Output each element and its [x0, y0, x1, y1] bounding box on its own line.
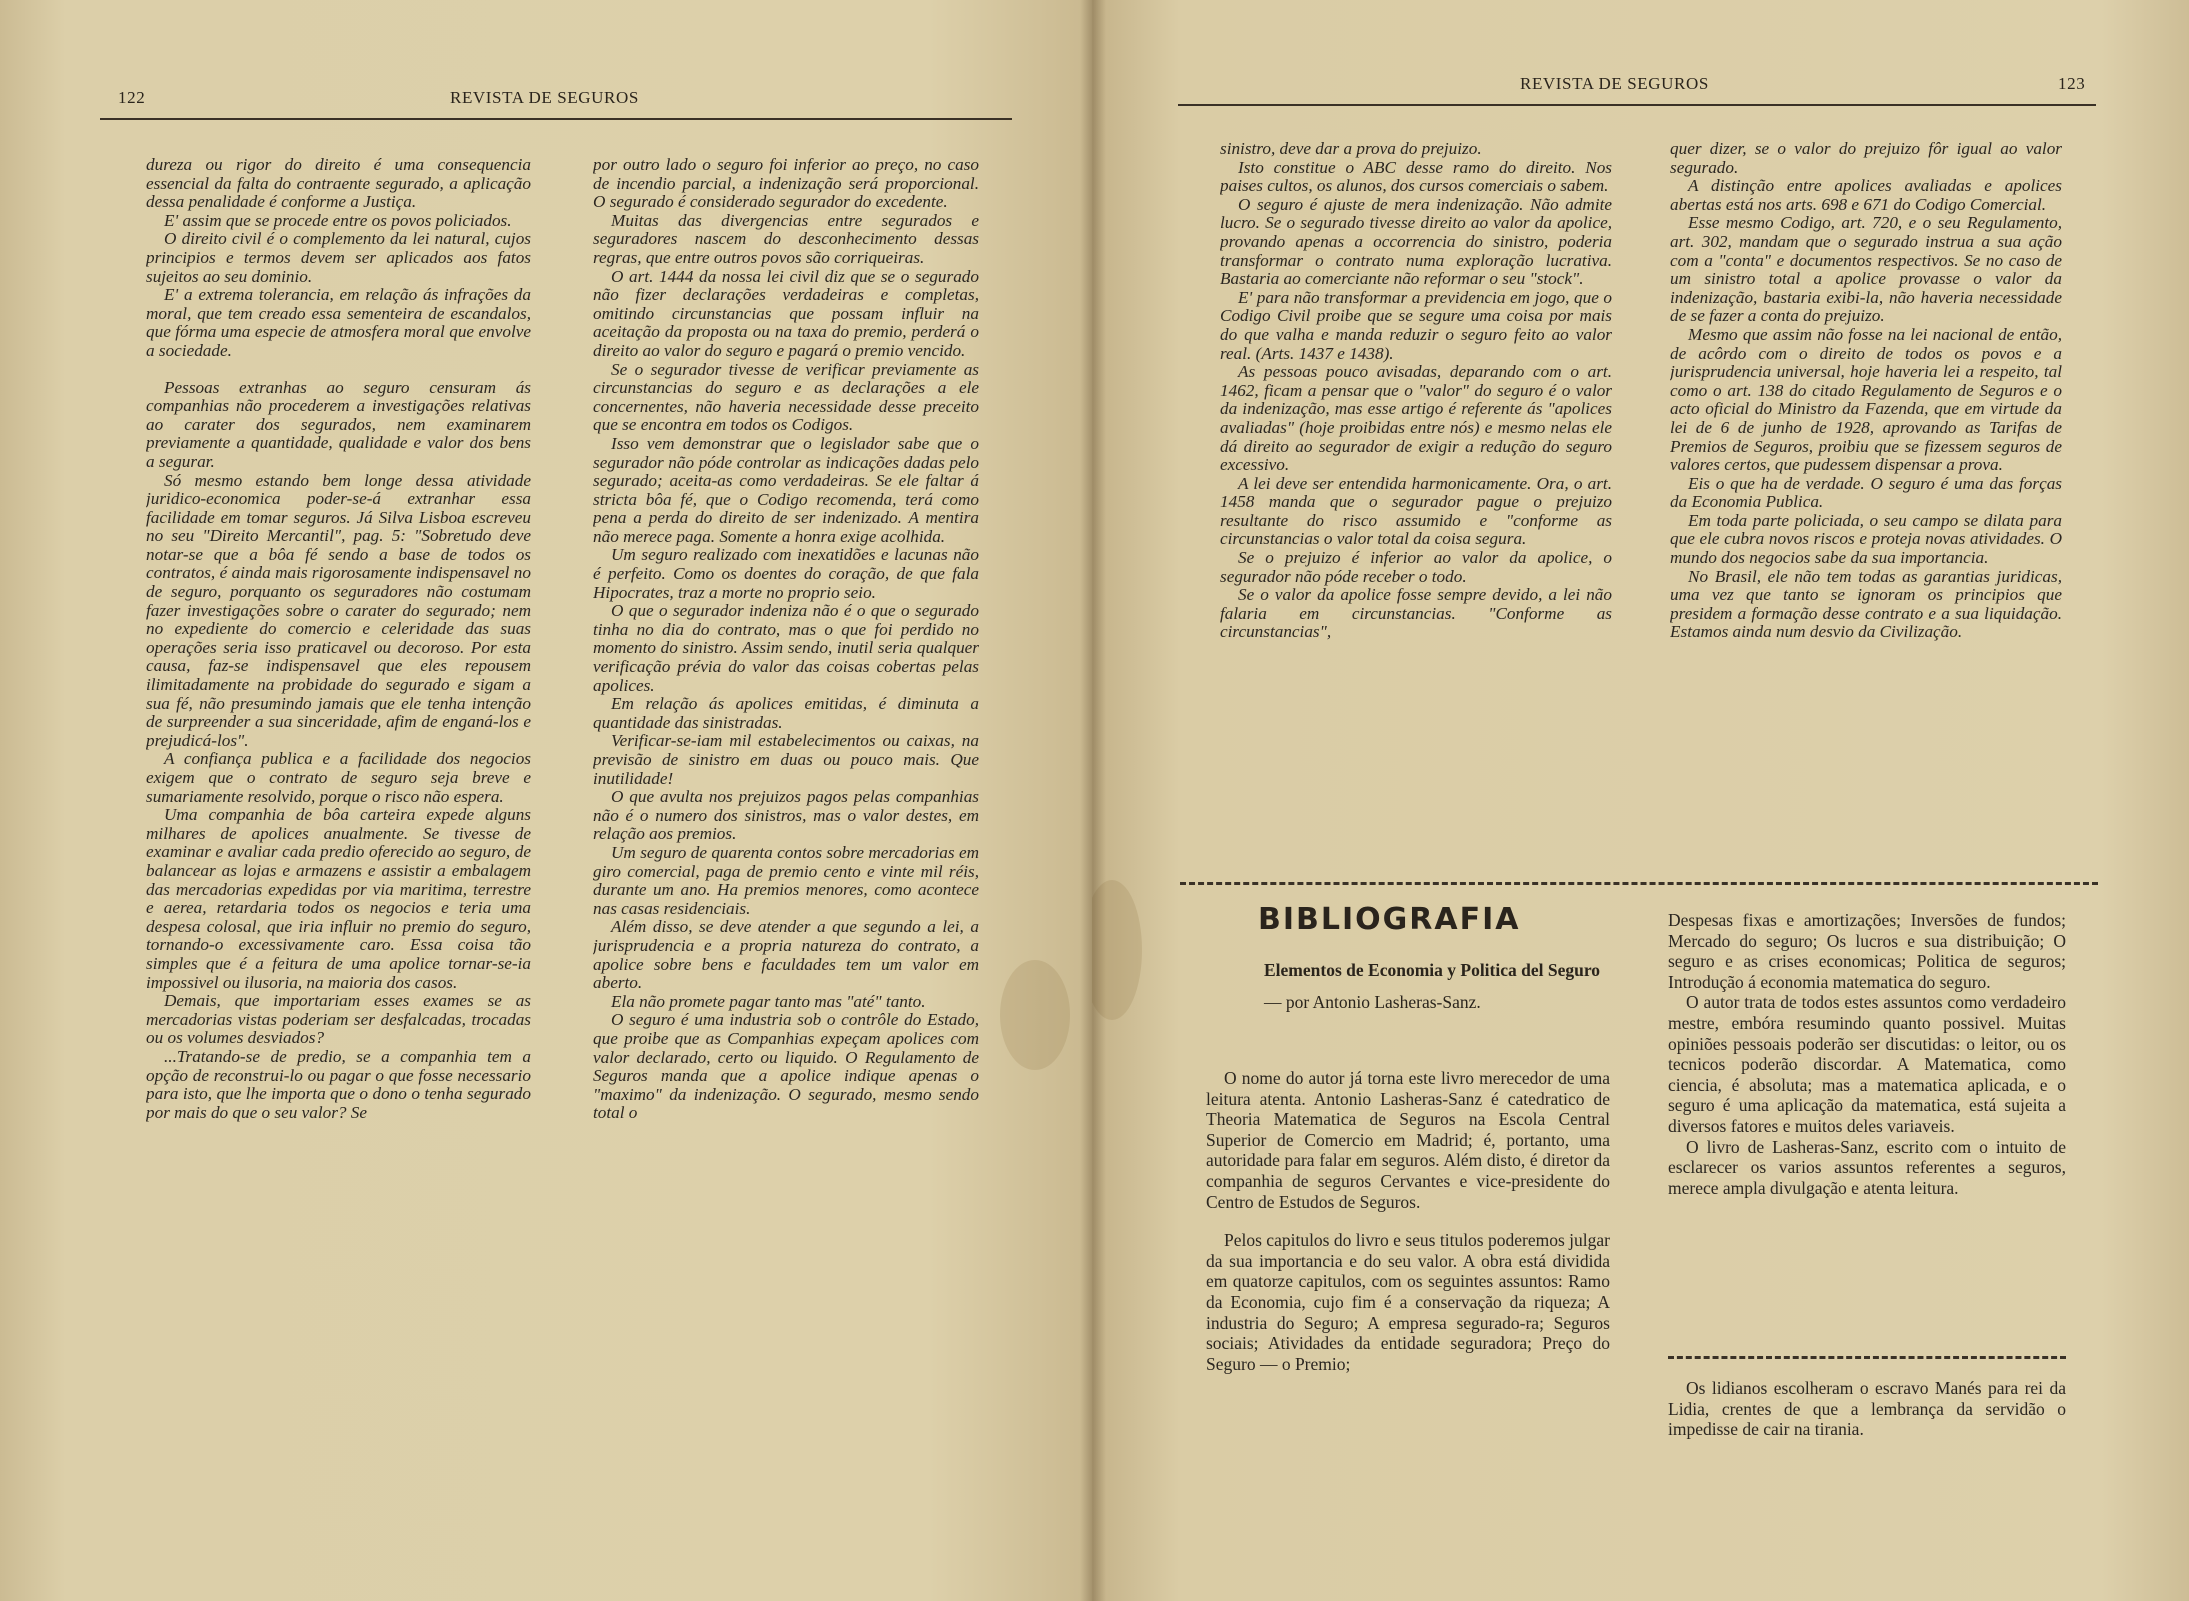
paragraph: Ela não promete pagar tanto mas "até" tanto. — [611, 991, 926, 1011]
paragraph: O seguro é ajuste de mera indenização. Não admite lucro. Se o segurado tivesse direito ao valor da apolice, provando apenas a occorrencia do sinistro, poderia transformar o contrato numa exploração lucrativa. Bastaria ao comerciante não reformar o seu "stock". — [1220, 194, 1612, 289]
running-head: REVISTA DE SEGUROS — [1520, 74, 1709, 93]
paragraph: Demais, que importariam esses exames se as mercadorias vistas poderiam ser desfalcadas, trocadas ou os volumes desviados? — [146, 991, 531, 1048]
paragraph: O seguro é uma industria sob o contrôle do Estado, que proibe que as Companhias expeçam apolices com valor declarado, certo ou liquido. O Regulamento de Seguros manda que a apolice indique apenas o "maximo" da indenização. O segurado, mesmo sendo total o — [593, 1010, 979, 1123]
paragraph: ...Tratando-se de predio, se a companhia tem a opção de reconstrui-lo ou pagar o que fosse necessario para isto, que lhe importa que o dono o tenha segurado por mais do que o seu valor? Se — [146, 1046, 531, 1122]
page-number: 123 — [2058, 74, 2086, 93]
note-separator — [1668, 1356, 2066, 1359]
paragraph: Mesmo que assim não fosse na lei nacional de então, de acôrdo com o direito de todos os povos e a jurisprudencia universal, hoje haveria lei a respeito, tal como o art. 138 do citado Regulamento de Seguros e o acto oficial do Ministro da Fazenda, que em virtude da lei de 6 de junho de 1928, aprovando as Tarifas de Premios de Seguros, proibiu que se fizessem seguros de valores certos, que pudessem dispensar a prova. — [1670, 324, 2062, 475]
paragraph: As pessoas pouco avisadas, deparando com o art. 1462, ficam a pensar que o "valor" do seguro é o valor da indenização, mas esse artigo é referente ás "apolices avaliadas" (hoje proibidas entre nós) e mesmo nelas ele dá direito ao segurador de exigir a redução do seguro excessivo. — [1220, 362, 1612, 475]
section-heading: BIBLIOGRAFIA — [1258, 902, 1521, 937]
right-column-2 — [1670, 140, 2062, 862]
paragraph: A lei deve ser entendida harmonicamente. Ora, o art. 1458 manda que o segurador pague o prejuizo resultante do risco assumido e "conforme as circunstancias o valor total da coisa segura. — [1220, 473, 1612, 549]
book-gutter — [1080, 0, 1106, 1601]
paragraph: O que avulta nos prejuizos pagos pelas companhias não é o numero dos sinistros, mas o valor destes, em relação aos premios. — [593, 787, 979, 844]
paragraph: Eis o que ha de verdade. O seguro é uma das forças da Economia Publica. — [1670, 473, 2062, 512]
paragraph: Pelos capitulos do livro e seus titulos poderemos julgar da sua importancia e do seu valor. A obra está dividida em quatorze capitulos, com os seguintes assuntos: Ramo da Economia, cujo fim é a conservação da riqueza; A industria do Seguro; A empresa segurado-ra; Seguros sociais; Atividades da entidade seguradora; Preço do Seguro — o Premio; — [1206, 1230, 1610, 1374]
paragraph: E' a extrema tolerancia, em relação ás infrações da moral, que tem creado essa sementeira de escandalos, que fórma uma especie de atmosfera moral que envolve a sociedade. — [146, 285, 531, 360]
book-byline: — por Antonio Lasheras-Sanz. — [1264, 992, 1481, 1012]
paragraph: dureza ou rigor do direito é uma consequencia essencial da falta do contraente segurado, a aplicação dessa penalidade é conforme a Justiça. — [146, 156, 531, 212]
bibliografia-column-1 — [1206, 1068, 1610, 1488]
paragraph: Esse mesmo Codigo, art. 720, e o seu Regulamento, art. 302, mandam que o segurado instrua a sua ação com a "conta" e documentos respectivos. Se no caso de um sinistro total a apolice provasse o valor da indenização, bastaria exibi-la, não haveria necessidade de se fazer a conta do prejuizo. — [1670, 213, 2062, 326]
book-title-block — [1264, 954, 1604, 1018]
paragraph: A confiança publica e a facilidade dos negocios exigem que o contrato de seguro seja breve e sumariamente resolvido, porque o risco não espera. — [146, 749, 531, 806]
paragraph: Se o segurador tivesse de verificar previamente as circunstancias do seguro e as declarações a ele concernentes, não haveria necessidade desse preceito que se encontra em todos os Codigos. — [593, 359, 979, 435]
paragraph: A distinção entre apolices avaliadas e apolices abertas está nos arts. 698 e 671 do Codigo Comercial. — [1670, 176, 2062, 214]
running-head: REVISTA DE SEGUROS — [450, 88, 639, 107]
paragraph: Um seguro de quarenta contos sobre mercadorias em giro comercial, paga de premio cento e vinte mil réis, durante um ano. Ha premios menores, como acontece nas casas residenciais. — [593, 842, 979, 918]
paragraph: Pessoas extranhas ao seguro censuram ás companhias não procederem a investigações relativas ao carater dos segurados, nem examinarem previamente a quantidade, qualidade e valor dos bens a segurar. — [146, 377, 531, 471]
paragraph: O direito civil é o complemento da lei natural, cujos principios e termos devem ser aplicados aos fatos sujeitos ao seu dominio. — [146, 229, 531, 286]
left-page — [0, 0, 1092, 1601]
paragraph: Em toda parte policiada, o seu campo se dilata para que ele cubra novos riscos e proteja novas atividades. O mundo dos negocios sabe da sua importancia. — [1670, 510, 2062, 568]
paragraph: Uma companhia de bôa carteira expede alguns milhares de apolices anualmente. Se tivesse de examinar e avaliar cada predio oferecido ao seguro, de balancear as lojas e armazens e assistir a embalagem das mercadorias expedidas por via maritima, terrestre e aerea, retardaria todos os negocios e teria uma despesa colosal, que iria influir no premio do seguro, tornando-o excessivamente caro. Essa coisa tão simples que é a feitura de uma apolice tornar-se-ia impossivel ou ilusoria, na maioria dos casos. — [146, 805, 531, 992]
paragraph: Em relação ás apolices emitidas, é diminuta a quantidade das sinistradas. — [593, 694, 979, 732]
bibliografia-column-2 — [1668, 910, 2066, 1330]
page-number: 122 — [118, 88, 146, 107]
paragraph: Isso vem demonstrar que o legislador sabe que o segurador não póde controlar as indicações dadas pelo segurado; aceita-as como verdadeiras. Se ele faltar á stricta bôa fé, que o Codigo recomenda, terá como pena a perda do direito de ser indenizado. A mentira não merece paga. Somente a honra exige acolhida. — [593, 433, 979, 546]
right-page — [1092, 0, 2189, 1601]
paragraph: Só mesmo estando bem longe dessa atividade juridico-economica poder-se-á extranhar essa facilidade em tomar seguros. Já Silva Lisboa escreveu no seu "Direito Mercantil", pag. 5: "Sobretudo deve notar-se que a bôa fé sendo a base de todos os contratos, é ainda mais rigorosamente indispensavel no de seguro, porquanto os seguradores não costumam fazer investigações sobre o carater do segurado; nem no expediente do comercio e celeridade das suas operações seria isso praticavel ou decoroso. Por esta causa, faz-se indispensavel que eles repousem ilimitadamente na probidade do segurado e sigam a sua fé, não presumindo jamais que ele tenha intenção de surpreender a sua sinceridade, afim de enganá-los e prejudicá-los". — [146, 470, 531, 750]
header-rule — [1178, 104, 2096, 106]
paragraph: E' assim que se procede entre os povos policiados. — [164, 210, 512, 230]
paragraph: sinistro, deve dar a prova do prejuizo. — [1220, 140, 1482, 158]
left-column-1 — [146, 156, 531, 1496]
paragraph: Muitas das divergencias entre segurados e seguradores nascem do desconhecimento dessas regras, que entre outros povos são corriqueiras. — [593, 210, 979, 267]
book-title: Elementos de Economia y Politica del Seguro — [1264, 960, 1601, 980]
paragraph: por outro lado o seguro foi inferior ao preço, no caso de incendio parcial, a indenização será proporcional. O segurado é considerado segurador do excedente. — [593, 156, 979, 212]
right-column-1 — [1220, 140, 1612, 862]
paragraph: O que o segurador indeniza não é o que o segurado tinha no dia do contrato, mas o que foi perdido no momento do sinistro. Assim sendo, inutil seria qualquer verificação prévia do valor das coisas cobertas pelas apolices. — [593, 601, 979, 695]
paragraph: quer dizer, se o valor do prejuizo fôr igual ao valor segurado. — [1670, 140, 2062, 177]
paragraph: O livro de Lasheras-Sanz, escrito com o intuito de esclarecer os varios assuntos referentes a seguros, merece ampla divulgação e atenta leitura. — [1668, 1136, 2066, 1198]
paragraph: E' para não transformar a previdencia em jogo, que o Codigo Civil proibe que se segure uma coisa por mais do que valha e manda reduzir o seguro feito ao valor real. (Arts. 1437 e 1438). — [1220, 287, 1612, 363]
note-paragraph: Os lidianos escolheram o escravo Manés para rei da Lidia, crentes de que a lembrança da servidão o impedisse de cair na tirania. — [1668, 1378, 2066, 1440]
paragraph: O art. 1444 da nossa lei civil diz que se o segurado não fizer declarações verdadeiras e completas, omitindo circunstancias que possam influir na aceitação da proposta ou na taxa do premio, perderá o direito ao valor do seguro e pagará o premio vencido. — [593, 266, 979, 360]
paragraph: Verificar-se-iam mil estabelecimentos ou caixas, na previsão de sinistro em duas ou pouco mais. Que inutilidade! — [593, 731, 979, 788]
paragraph: O nome do autor já torna este livro merecedor de uma leitura atenta. Antonio Lasheras-Sanz é catedratico de Theoria Matematica de Seguros na Escola Central Superior de Comercio em Madrid; é, portanto, uma autoridade para falar em seguros. Além disto, é diretor da companhia de seguros Cervantes e vice-presidente do Centro de Estudos de Seguros. — [1206, 1068, 1610, 1212]
paper-stain — [1000, 960, 1070, 1070]
left-column-2 — [593, 156, 979, 1496]
paragraph: Isto constitue o ABC desse ramo do direito. Nos paises cultos, os alunos, dos cursos comerciais o sabem. — [1220, 157, 1612, 196]
paragraph: Um seguro realizado com inexatidões e lacunas não é perfeito. Como os doentes do coração, de que fala Hipocrates, traz a morte no proprio seio. — [593, 545, 979, 602]
paragraph: Se o valor da apolice fosse sempre devido, a lei não falaria em circunstancias. "Conforme as circunstancias", — [1220, 585, 1612, 642]
header-rule — [100, 118, 1012, 120]
paragraph: O autor trata de todos estes assuntos como verdadeiro mestre, embóra resumindo quanto possivel. Muitas opiniões pessoais poderão ser discutidas: o leitor, ou os tecnicos poderão discordar. A Matematica, como ciencia, é absoluta; mas a matematica aplicada, e o seguro é uma aplicação da matematica, está sujeita a diversos fatores e muitos deles variaveis. — [1668, 992, 2066, 1136]
note-column — [1668, 1378, 2066, 1488]
paragraph: Além disso, se deve atender a que segundo a lei, a jurisprudencia e a propria natureza do contrato, a apolice sobre bens e faculdades tem um valor em aberto. — [593, 917, 979, 993]
section-separator — [1180, 882, 2098, 885]
paragraph: No Brasil, ele não tem todas as garantias juridicas, uma vez que tanto se ignoram os principios que presidem a formação desse contrato e a sua liquidação. Estamos ainda num desvio da Civilização. — [1670, 566, 2062, 642]
paragraph: Despesas fixas e amortizações; Inversões de fundos; Mercado do seguro; Os lucros e sua distribuição; O seguro e as crises economicas; Politica de seguros; Introdução á economia matematica do seguro. — [1668, 910, 2066, 992]
paragraph: Se o prejuizo é inferior ao valor da apolice, o segurador não póde receber o todo. — [1220, 548, 1612, 586]
